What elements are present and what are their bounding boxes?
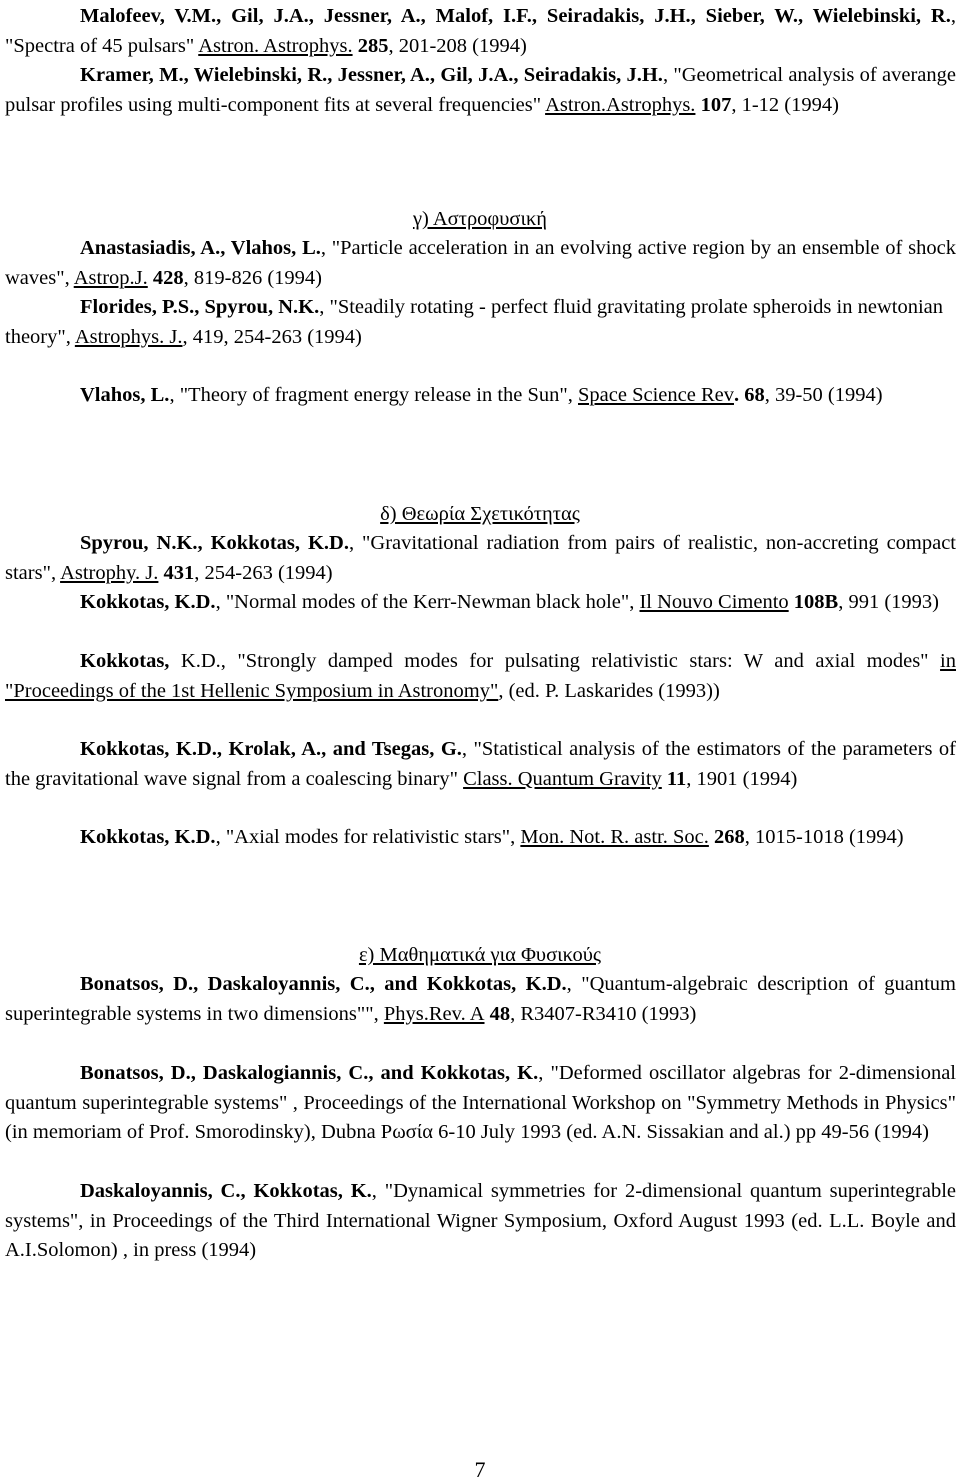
reference-authors: Bonatsos, D., Daskaloyannis, C., and Kokkotas, K.D. xyxy=(80,973,567,995)
reference-journal: Astrop.J. xyxy=(73,266,148,289)
reference-title: , "Deformed oscillator algebras for 2-dimensional quantum superintegrable systems" , Proceedings of the International Workshop on "Symmetry Methods in Physics" (in memoriam of Prof. Smorodinsky), Dubna Ρωσία 6-10 July 1993 (ed. A.N. Sissakian and al.) pp 49-56 (1994) xyxy=(5,1062,956,1143)
section-heading-relativity: δ) Θεωρία Σχετικότητας xyxy=(380,503,580,525)
reference-pages: , 991 (1993) xyxy=(838,591,940,613)
reference-pages: , 201-208 (1994) xyxy=(388,34,527,57)
reference-entry xyxy=(5,2,956,61)
reference-entry xyxy=(5,234,956,293)
reference-title: , "Axial modes for relativistic stars", xyxy=(215,826,521,848)
reference-journal: Phys.Rev. A xyxy=(383,1002,485,1025)
reference-title: , "Dynamical symmetries for 2-dimensional quantum superintegrable systems", in Proceedings of the Third International Wigner Symposium, Oxford August 1993 (ed. L.L. Boyle and A.I.Solomon) , in press (1994) xyxy=(5,1180,956,1261)
reference-journal: Mon. Not. R. astr. Soc. xyxy=(520,826,709,848)
reference-entry xyxy=(5,970,956,1029)
reference-title: , "Normal modes of the Kerr-Newman black hole", xyxy=(215,591,640,613)
reference-pages: , 1-12 (1994) xyxy=(731,93,839,116)
reference-authors: Daskaloyannis, C., Kokkotas, K. xyxy=(80,1180,372,1202)
reference-volume: 428 xyxy=(147,266,184,289)
reference-entry xyxy=(5,61,956,120)
reference-title: , "Particle acceleration in an evolving active region by an ensemble of shock waves", xyxy=(5,237,956,289)
reference-entry xyxy=(5,1059,956,1148)
reference-journal: Astrophy. J. xyxy=(60,561,159,584)
reference-entry xyxy=(5,529,956,588)
reference-authors: Spyrou, N.K., Kokkotas, K.D. xyxy=(80,532,349,554)
reference-entry xyxy=(5,293,956,352)
reference-title: , "Statistical analysis of the estimators of the parameters of the gravitational wave signal from a coalescing binary" xyxy=(5,738,956,790)
reference-pages: , 819-826 (1994) xyxy=(183,266,322,289)
reference-journal: in "Proceedings of the 1st Hellenic Symposium in Astronomy" xyxy=(5,650,956,702)
section-heading-mathematics: ε) Μαθηματικά για Φυσικούς xyxy=(358,944,602,966)
reference-volume: 107 xyxy=(695,93,732,116)
reference-journal: Astron.Astrophys. xyxy=(545,93,696,116)
reference-volume: 268 xyxy=(708,826,745,848)
reference-pages: , 419, 254-263 (1994) xyxy=(182,325,362,348)
reference-title: , "Gravitational radiation from pairs of realistic, non-accreting compact stars", xyxy=(5,532,957,584)
reference-pages: , 39-50 (1994) xyxy=(764,384,883,406)
reference-entry xyxy=(5,823,956,853)
reference-authors: Kokkotas, xyxy=(80,650,170,672)
reference-pages: , 1015-1018 (1994) xyxy=(744,826,904,848)
reference-authors: Malofeev, V.M., Gil, J.A., Jessner, A., Malof, I.F., Seiradakis, J.H., Sieber, W., Wielebinski, R. xyxy=(80,5,951,27)
reference-journal: Astron. Astrophys. xyxy=(198,34,353,57)
reference-authors: Kokkotas, K.D. xyxy=(80,591,216,613)
reference-authors: Florides, P.S., Spyrou, N.K. xyxy=(80,296,320,318)
reference-title: , "Spectra of 45 pulsars" xyxy=(5,5,956,57)
reference-journal: Il Nouvo Cimento xyxy=(639,591,789,613)
reference-volume: 108B xyxy=(788,591,839,613)
reference-pages: , R3407-R3410 (1993) xyxy=(510,1002,697,1025)
reference-volume: 48 xyxy=(484,1002,511,1025)
page-number: 7 xyxy=(474,1457,486,1482)
reference-journal: Space Science Rev xyxy=(578,384,734,406)
reference-title: K.D., "Strongly damped modes for pulsating relativistic stars: W and axial modes" xyxy=(169,650,941,672)
reference-journal: Class. Quantum Gravity xyxy=(463,767,662,790)
reference-journal: Astrophys. J. xyxy=(74,325,183,348)
reference-entry xyxy=(5,381,956,411)
reference-pages: , (ed. P. Laskarides (1993)) xyxy=(498,679,720,702)
reference-volume: 11 xyxy=(661,767,687,790)
reference-volume: . 68 xyxy=(733,384,765,406)
reference-authors: Kramer, M., Wielebinski, R., Jessner, A., Gil, J.A., Seiradakis, J.H. xyxy=(80,64,663,86)
reference-title: , "Theory of fragment energy release in the Sun", xyxy=(169,384,579,406)
reference-entry xyxy=(5,647,956,706)
reference-authors: Kokkotas, K.D. xyxy=(80,826,216,848)
section-heading-astrophysics: γ) Αστροφυσική xyxy=(412,208,548,230)
reference-volume: 431 xyxy=(158,561,195,584)
reference-pages: , 254-263 (1994) xyxy=(194,561,333,584)
reference-pages: , 1901 (1994) xyxy=(686,767,798,790)
reference-title: , "Steadily rotating - perfect fluid gravitating prolate spheroids in newtonian theory", xyxy=(5,296,943,348)
reference-authors: Kokkotas, K.D., Krolak, A., and Tsegas, G. xyxy=(80,738,462,760)
reference-entry xyxy=(5,1177,956,1266)
reference-entry xyxy=(5,588,956,618)
reference-authors: Anastasiadis, A., Vlahos, L. xyxy=(80,237,321,259)
reference-entry xyxy=(5,735,956,794)
reference-authors: Bonatsos, D., Daskalogiannis, C., and Kokkotas, K. xyxy=(80,1062,539,1084)
reference-authors: Vlahos, L. xyxy=(80,384,170,406)
reference-volume: 285 xyxy=(352,34,389,57)
reference-title: , "Geometrical analysis of averange pulsar profiles using multi-component fits at several frequencies" xyxy=(5,64,956,116)
reference-title: , "Quantum-algebraic description of guantum superintegrable systems in two dimensions"", xyxy=(5,973,956,1025)
